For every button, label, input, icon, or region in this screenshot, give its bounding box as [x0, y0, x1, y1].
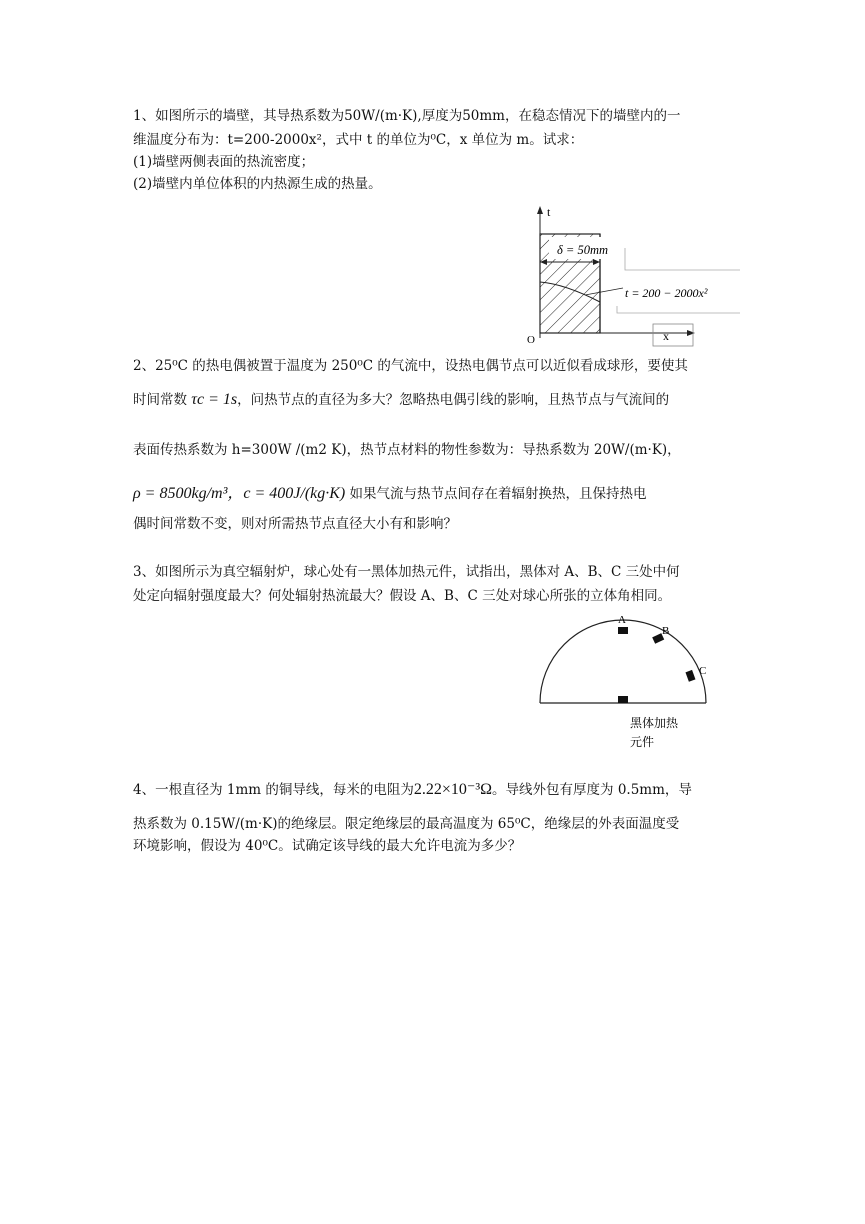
- q2-line-2-suffix: ，问热节点的直径为多大？忽略热电偶引线的影响，且热节点与气流间的: [237, 392, 670, 408]
- q2-line-1: 2、25⁰C 的热电偶被置于温度为 250⁰C 的气流中，设热电偶节点可以近似看成球形，要使其: [133, 358, 688, 374]
- t-axis-label: t: [547, 205, 551, 219]
- thickness-label: δ = 50mm: [557, 243, 609, 257]
- equation-label: t = 200 − 2000x²: [625, 286, 708, 300]
- resistance-formula: 2.22×10⁻³Ω: [413, 781, 493, 798]
- heater-label-2: 元件: [630, 735, 655, 749]
- t-axis-arrow: [537, 206, 543, 214]
- point-a-marker: [618, 627, 628, 634]
- q1-line-3: (1)墙壁两侧表面的热流密度；: [133, 154, 315, 170]
- q4-line-2: 热系数为 0.15W/(m·K)的绝缘层。限定绝缘层的最高温度为 65⁰C，绝缘层的外表面温度受: [133, 816, 680, 832]
- q1-line-2: 维温度分布为：t=200-2000x²，式中 t 的单位为⁰C，x 单位为 m。试求：: [133, 132, 584, 148]
- q2-line-3: 表面传热系数为 h=300W /(m2 K)，热节点材料的物性参数为：导热系数为 20W/(m·K)，: [133, 442, 681, 458]
- heater-element-marker: [618, 696, 628, 703]
- q3-line-1: 3、如图所示为真空辐射炉，球心处有一黑体加热元件，试指出，黑体对 A、B、C 三处中何: [133, 564, 680, 580]
- q4-line-1: [133, 780, 692, 800]
- x-axis-arrow: [687, 330, 695, 336]
- label-b: B: [662, 625, 670, 637]
- x-axis-label: x: [663, 329, 669, 343]
- q3-line-2: 处定向辐射强度最大？何处辐射热流最大？假设 A、B、C 三处对球心所张的立体角相同。: [133, 588, 672, 604]
- q1-line-4: (2)墙壁内单位体积的内热源生成的热量。: [133, 176, 382, 192]
- equation-box-top: [625, 248, 740, 270]
- q2-line-4-suffix: 如果气流与热节点间存在着辐射换热，且保持热电: [345, 486, 647, 502]
- label-a: A: [618, 614, 626, 626]
- q2-line-2: [133, 390, 669, 410]
- q4-line-1-suffix: 。导线外包有厚度为 0.5mm，导: [492, 782, 692, 798]
- wall-figure: [525, 200, 745, 348]
- furnace-figure: [530, 610, 730, 758]
- heater-label-1: 黑体加热: [630, 716, 679, 730]
- tau-formula: τc = 1s: [191, 391, 238, 408]
- rho-formula: ρ = 8500kg/m³，c = 400J/(kg·K): [133, 485, 346, 502]
- point-c-marker: [685, 670, 695, 682]
- q1-line-1: 1、如图所示的墙壁，其导热系数为50W/(m·K),厚度为50mm，在稳态情况下的墙壁内的一: [133, 108, 681, 124]
- q2-line-5: 偶时间常数不变，则对所需热节点直径大小有和影响？: [133, 516, 457, 532]
- q2-line-4: [133, 484, 647, 504]
- q4-line-1-prefix: 4、一根直径为 1mm 的铜导线，每米的电阻为: [133, 782, 414, 798]
- origin-label: O: [527, 334, 535, 346]
- equation-box-bottom: [617, 306, 740, 313]
- label-c: C: [699, 665, 707, 677]
- q4-line-3: 环境影响，假设为 40⁰C。试确定该导线的最大允许电流为多少？: [133, 838, 522, 854]
- q2-line-2-prefix: 时间常数: [133, 392, 192, 408]
